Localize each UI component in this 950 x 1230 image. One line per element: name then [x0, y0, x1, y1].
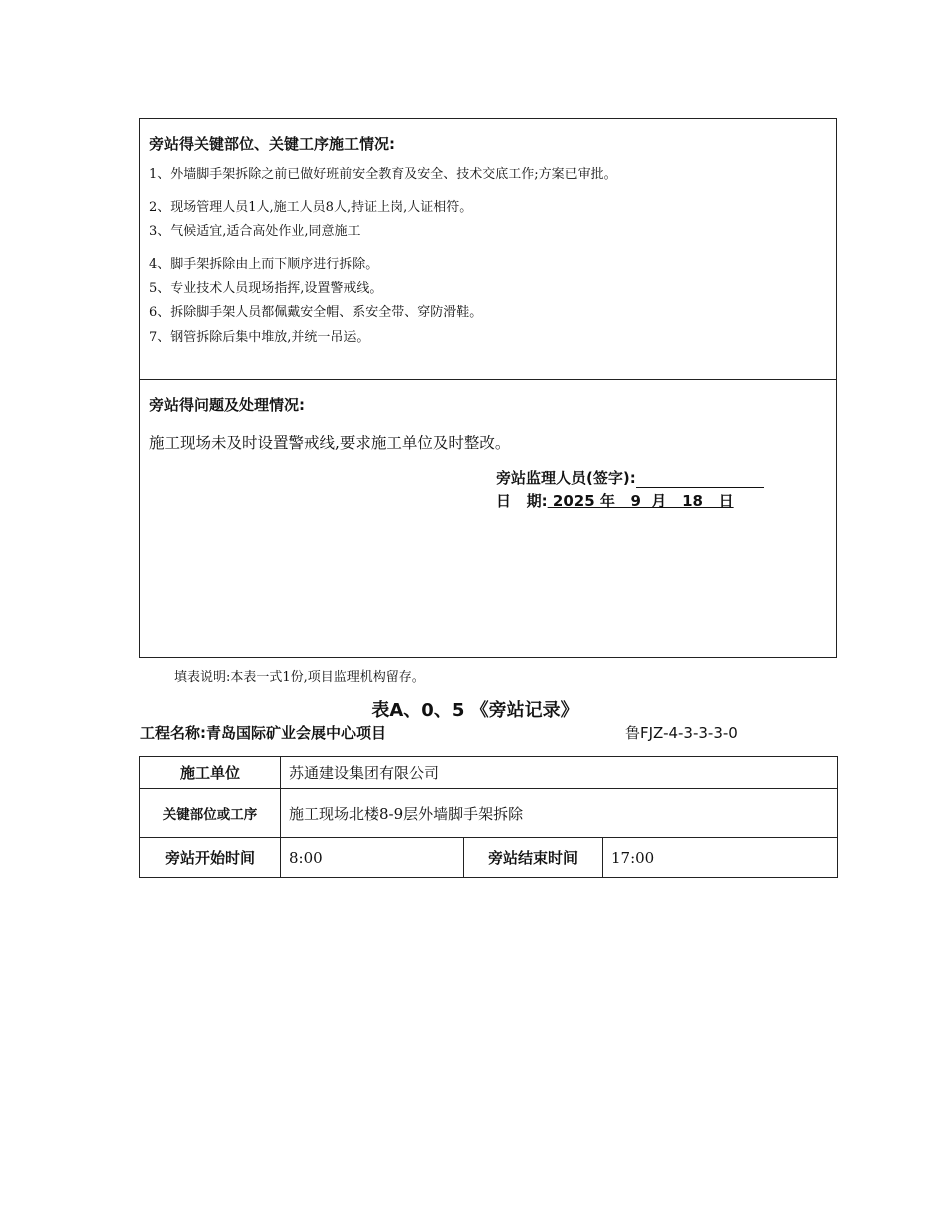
form-note: 填表说明:本表一式1份,项目监理机构留存。 [174, 670, 425, 685]
end-value: 17:00 [603, 838, 838, 878]
signature-label: 旁站监理人员(签字): [496, 469, 636, 487]
part-value: 施工现场北楼8-9层外墙脚手架拆除 [281, 789, 838, 838]
project-name: 工程名称:青岛国际矿业会展中心项目 [140, 724, 387, 742]
table-row [140, 838, 838, 878]
table-row [140, 757, 838, 789]
date-label: 日 期: [496, 492, 548, 510]
table-row [140, 789, 838, 838]
part-label: 关键部位或工序 [140, 789, 281, 838]
list-item: 2、现场管理人员1人,施工人员8人,持证上岗,人证相符。 [149, 200, 473, 215]
start-value: 8:00 [281, 838, 464, 878]
start-label: 旁站开始时间 [140, 838, 281, 878]
record-box [139, 118, 837, 658]
date-value: 2025 年 9 月 18 日 [547, 492, 734, 510]
list-item: 5、专业技术人员现场指挥,设置警戒线。 [149, 281, 383, 296]
date-line [496, 490, 734, 511]
end-label: 旁站结束时间 [464, 838, 603, 878]
section2-heading: 旁站得问题及处理情况: [149, 396, 305, 414]
list-item: 7、钢管拆除后集中堆放,并统一吊运。 [149, 330, 370, 345]
list-item: 4、脚手架拆除由上而下顺序进行拆除。 [149, 257, 379, 272]
list-item: 6、拆除脚手架人员都佩戴安全帽、系安全带、穿防滑鞋。 [149, 305, 483, 320]
unit-value: 苏通建设集团有限公司 [281, 757, 838, 789]
unit-label: 施工单位 [140, 757, 281, 789]
list-item: 1、外墙脚手架拆除之前已做好班前安全教育及安全、技术交底工作;方案已审批。 [149, 167, 617, 182]
list-item: 3、气候适宜,适合高处作业,同意施工 [149, 224, 361, 239]
signature-field[interactable] [636, 471, 764, 488]
section1-heading: 旁站得关键部位、关键工序施工情况: [149, 135, 396, 153]
form-code: 鲁FJZ-4-3-3-3-0 [625, 724, 738, 742]
form-title: 表A、0、5 《旁站记录》 [371, 700, 579, 721]
info-table [139, 756, 838, 878]
section-divider [140, 379, 836, 380]
signature-line [496, 467, 764, 488]
issue-text: 施工现场未及时设置警戒线,要求施工单位及时整改。 [149, 434, 511, 452]
